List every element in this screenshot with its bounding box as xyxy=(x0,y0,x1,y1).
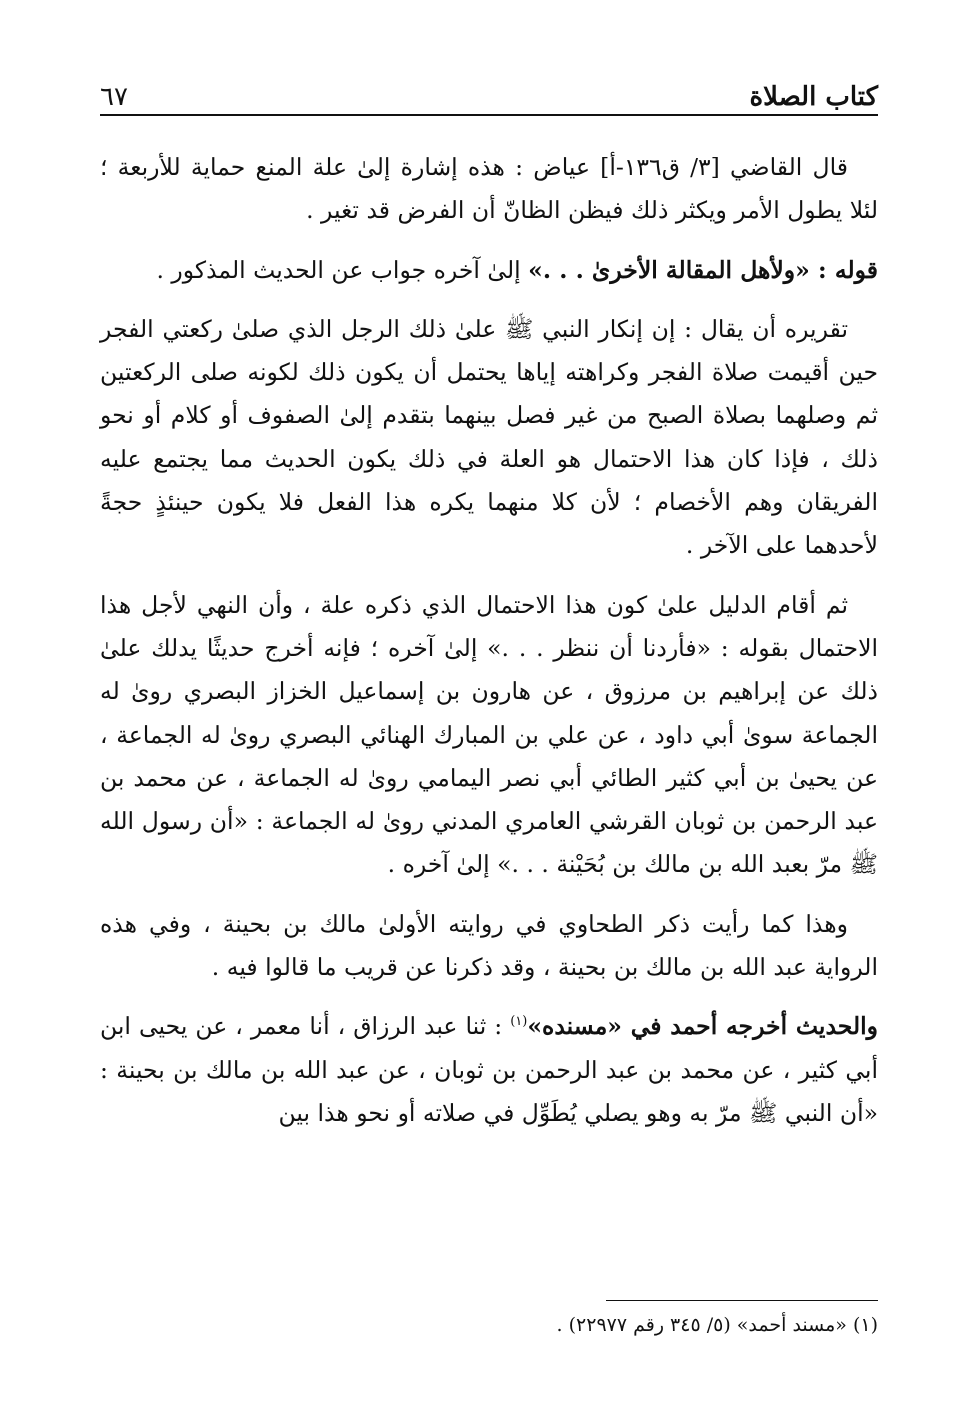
paragraph-text: تقريره أن يقال : إن إنكار النبي ﷺ علىٰ ذلك الرجل الذي صلىٰ ركعتي الفجر حين أقيمت صلاة الفجر وكراهته إياها يحتمل أن يكون ذلك لكونه صلى الركعتين ثم وصلهما بصلاة الصبح من غير فصل بينهما بتقدم إلىٰ الصفوف أو كلام أو نحو ذلك ، فإذا كان هذا الاحتمال هو العلة في ذلك يكون الحديث مما يجتمع عليه الفريقان وهم الأخصام ؛ لأن كلا منهما يكره هذا الفعل فلا يكون حينئذٍ حجةً لأحدهما على الآخر . xyxy=(100,314,878,560)
footnote: (١) «مسند أحمد» (٥/ ٣٤٥ رقم ٢٢٩٧٧) . xyxy=(556,1314,878,1336)
paragraph xyxy=(100,903,878,990)
book-page xyxy=(100,66,878,1366)
paragraph xyxy=(100,308,878,568)
paragraph xyxy=(100,249,878,292)
page-number: ٦٧ xyxy=(100,82,128,112)
paragraph xyxy=(100,584,878,887)
paragraph-text: ثم أقام الدليل علىٰ كون هذا الاحتمال الذي ذكره علة ، وأن النهي لأجل هذا الاحتمال بقوله : «فأردنا أن ننظر . . .» إلىٰ آخره ؛ فإنه أخرج حديثًا يدلك علىٰ ذلك عن إبراهيم بن مرزوق ، عن هارون بن إسماعيل الخزاز البصري روىٰ له الجماعة سوىٰ أبي داود ، عن علي بن المبارك الهنائي البصري روىٰ له الجماعة ، عن يحيىٰ بن أبي كثير الطائي أبي نصر اليمامي روىٰ له الجماعة ، عن محمد بن عبد الرحمن بن ثوبان القرشي العامري المدني روىٰ له الجماعة : «أن رسول الله ﷺ مرّ بعبد الله بن مالك بن بُحَيْنة . . .» إلىٰ آخره . xyxy=(100,590,878,879)
page-header xyxy=(100,66,878,110)
paragraph-bold-prefix: قوله : «ولأهل المقالة الأخرىٰ . . .» xyxy=(528,255,878,284)
running-title: كتاب الصلاة xyxy=(749,82,878,112)
header-divider xyxy=(100,114,878,116)
paragraph-text: وهذا كما رأيت ذكر الطحاوي في روايته الأولىٰ مالك بن بحينة ، وفي هذه الرواية عبد الله بن مالك بن بحينة ، وقد ذكرنا عن قريب ما قالوا فيه . xyxy=(100,909,878,982)
paragraph-text: : ثنا عبد الرزاق ، أنا معمر ، عن يحيى ابن أبي كثير ، عن محمد بن عبد الرحمن بن ثوبان ، عن عبد الله بن مالك بن بحينة : «أن النبي ﷺ مرّ به وهو يصلي يُطَوِّل في صلاته أو نحو هذا بين xyxy=(100,1012,878,1127)
paragraph xyxy=(100,1005,878,1135)
paragraph-bold-prefix: والحديث أخرجه أحمد في «مسنده» xyxy=(527,1012,878,1041)
page-body xyxy=(100,146,878,1151)
footnote-mark: (١) xyxy=(510,1014,528,1030)
paragraph xyxy=(100,146,878,233)
paragraph-text: قال القاضي [٣/ ق١٣٦-أ] عياض : هذه إشارة إلىٰ علة المنع حماية للأربعة ؛ لئلا يطول الأمر ويكثر ذلك فيظن الظانّ أن الفرض قد تغير . xyxy=(100,153,878,225)
paragraph-text: إلىٰ آخره جواب عن الحديث المذكور . xyxy=(156,255,529,284)
footnote-divider xyxy=(606,1300,878,1301)
